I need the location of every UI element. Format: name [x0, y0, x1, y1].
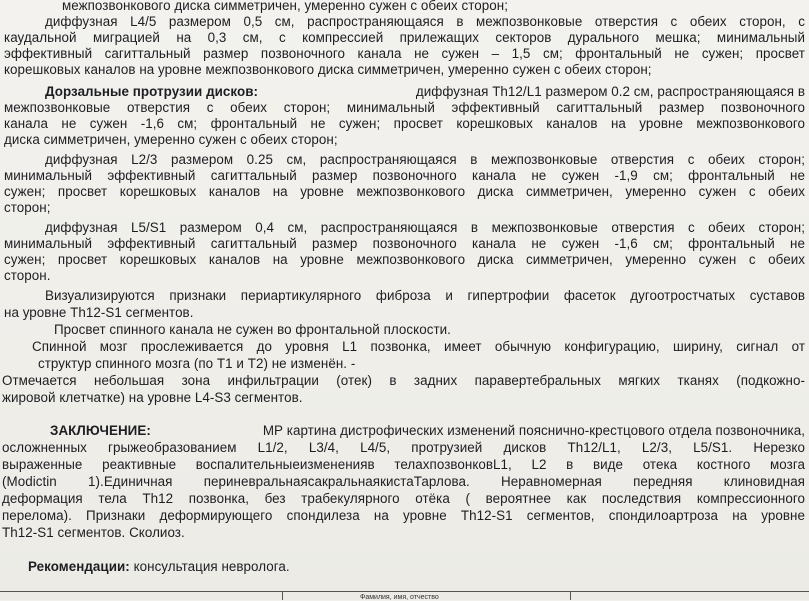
report-line: Просвет спинного канала не сужен во фронтальной плоскости.	[54, 322, 451, 337]
conclusion-line: перелома). Признаки деформирующего спондилеза на уровне Th12-S1 сегментов, спондилоартроза на уровне	[2, 508, 805, 523]
recommendations-text: консультация невролога.	[133, 559, 290, 574]
signature-caption: Фамилия, имя, отчество	[360, 594, 439, 601]
report-line: диффузная L2/3 размером 0.25 см, распространяющаяся в межпозвонковые отверстия с обеих сторон;	[45, 152, 805, 167]
conclusion-heading: ЗАКЛЮЧЕНИЕ:	[50, 423, 151, 438]
report-line	[45, 84, 805, 99]
conclusion-line: осложненных грыжеобразованием L1/2, L3/4, L4/5, протрузией дисков Th12/L1, L2/3, L5/S1. Нерезко	[2, 440, 805, 455]
report-line: сужен; просвет корешковых каналов на уровне межпозвонкового диска симметричен, умеренно сужен с обеих	[4, 252, 805, 267]
report-line: структур спинного мозга (по T1 и T2) не изменён. -	[38, 356, 356, 371]
signature-table-border	[0, 591, 809, 592]
report-line: межпозвонковые отверстия с обеих сторон; минимальный эффективный сагиттальный размер позвоночного	[4, 100, 805, 115]
report-line: сторон.	[4, 268, 51, 283]
report-line: диффузная L4/5 размером 0,5 см, распространяющаяся в межпозвонковые отверстия с обеих сторон, с	[45, 14, 805, 29]
conclusion-line: деформация тела Th12 позвонка, без трабекулярного отёка ( вероятнее как последствия компрессионного	[2, 491, 805, 506]
conclusion-line: выраженные реактивные воспалительныеизмененияв телахпозвонковL1, L2 в виде отека костного мозга	[2, 457, 805, 472]
protrusions-heading: Дорзальные протрузии дисков:	[45, 84, 259, 99]
report-line: межпозвонкового диска симметричен, умеренно сужен с обеих сторон;	[62, 0, 509, 13]
report-line: жировой клетчатке) на уровне L4-S3 сегментов.	[2, 390, 303, 405]
report-line: на уровне Th12-S1 сегментов.	[4, 305, 194, 320]
signature-table-divider	[570, 591, 571, 600]
report-line: каудальной миграцией на 0,3 см, с компрессией прилежащих секторов дурального мешка; минимальный	[4, 30, 805, 45]
report-line: диска симметричен, умеренно сужен с обеих сторон;	[4, 132, 338, 147]
report-line: минимальный эффективный сагиттальный размер позвоночного канала не сужен -1,6 см; фронтальный не	[4, 236, 805, 251]
conclusion-line: (Modictin 1).Единичная периневральнаясакральнаякистаТарлова. Неравномерная передняя клиновидная	[2, 474, 805, 489]
protrusions-text: диффузная Th12/L1 размером 0.2 см, распространяющаяся в	[415, 84, 805, 99]
report-line: эффективный сагиттальный размер позвоночного канала не сужен – 1,5 см; фронтальный не сужен; просвет	[4, 46, 805, 61]
report-line: Визуализируются признаки периартикулярного фиброза и гипертрофии фасеток дугоотростчатых суставов	[45, 288, 805, 303]
report-line: Спинной мозг прослеживается до уровня L1 позвонка, имеет обычную конфигурацию, ширину, сигнал от	[32, 339, 805, 354]
report-line: Отмечается небольшая зона инфильтрации (отек) в задних паравертебральных мягких тканях (подкожно-	[2, 373, 805, 388]
recommendations-line	[28, 559, 290, 574]
signature-table-divider	[282, 591, 283, 600]
conclusion-text: МР картина дистрофических изменений пояснично-крестцового отдела позвоночника,	[262, 423, 805, 438]
report-line: сужен; просвет корешковых каналов на уровне межпозвонкового диска симметричен, умеренно сужен с обеих	[4, 184, 805, 199]
report-line: сторон;	[4, 200, 51, 215]
report-line: корешковых каналов на уровне межпозвонкового диска симметричен, умеренно сужен с обеих сторон;	[4, 62, 652, 77]
conclusion-first-line	[50, 423, 805, 438]
conclusion-line: Th12-S1 сегментов. Сколиоз.	[2, 525, 185, 540]
recommendations-heading: Рекомендации:	[28, 559, 130, 574]
report-line: канала не сужен -1,6 см; фронтальный не сужен; просвет корешковых каналов на уровне межпозвонкового	[4, 116, 805, 131]
report-line: минимальный эффективный сагиттальный размер позвоночного канала не сужен -1,9 см; фронтальный не	[4, 168, 805, 183]
report-line: диффузная L5/S1 размером 0,4 см, распространяющаяся в межпозвонковые отверстия с обеих сторон;	[45, 220, 805, 235]
